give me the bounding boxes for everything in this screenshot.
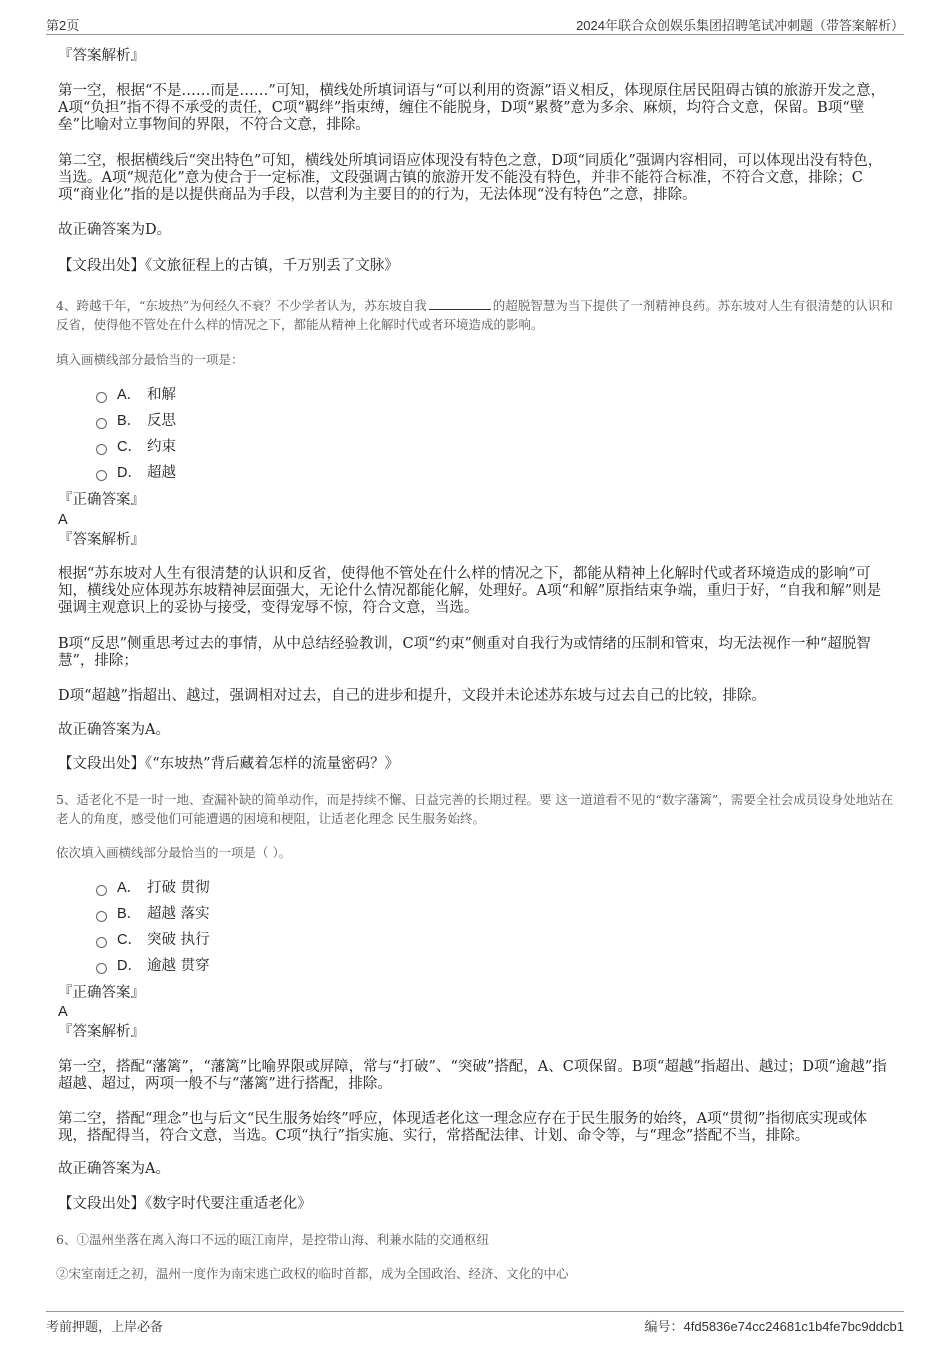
q5-answer: A bbox=[58, 1004, 68, 1020]
document-id: 编号：4fd5836e74cc24681c1b4fe7bc9ddcb1 bbox=[644, 1319, 904, 1334]
radio-icon[interactable] bbox=[96, 963, 107, 974]
option-letter: D． bbox=[117, 465, 142, 481]
q3-analysis-p2: 第二空，根据横线后“突出特色”可知，横线处所填词语应体现没有特色之意，D项“同质化”强调内容相同，可以体现出没有特色，当选。A项“规范化”意为使合于一定标准，文段强调古镇的旅游开发不能没有特色，并非不能符合标准，不符合文意，排除；C项“商业化”指的是以提供商品为手段，以营利为主要目的的行为，无法体现“没有特色”之意，排除。 bbox=[58, 153, 883, 203]
page-footer bbox=[46, 1311, 904, 1336]
footer-slogan: 考前押题，上岸必备 bbox=[46, 1319, 164, 1334]
option-letter: B． bbox=[117, 906, 142, 922]
page-header bbox=[46, 12, 904, 35]
page-number: 第2页 bbox=[46, 18, 80, 33]
q4-prompt: 填入画横线部分最恰当的一项是： bbox=[56, 352, 244, 367]
radio-icon[interactable] bbox=[96, 392, 107, 403]
q5-stem: 5、适老化不是一时一地、查漏补缺的简单动作，而是持续不懈、日益完善的长期过程。要 这一道道看不见的“数字藩篱”，需要全社会成员设身处地站在老人的角度，感受他们可能遭遇的困境和梗阻，让适老化理念 民生服务始终。 bbox=[56, 792, 894, 826]
option-letter: A． bbox=[117, 880, 142, 896]
q3-source: 【文段出处】《文旅征程上的古镇，千万别丢了文脉》 bbox=[58, 258, 399, 274]
q5-correct-label: 『正确答案』 bbox=[58, 985, 145, 1001]
option-letter: B． bbox=[117, 413, 142, 429]
radio-icon[interactable] bbox=[96, 470, 107, 481]
q4-stem-before: 4、跨越千年，“东坡热”为何经久不衰？不少学者认为，苏东坡自我 bbox=[56, 298, 427, 313]
option-text: 超越 bbox=[147, 465, 176, 481]
q3-analysis-p1: 第一空，根据“不是……而是……”可知，横线处所填词语与“可以利用的资源”语义相反，体现原住居民阻碍古镇的旅游开发之意，A项“负担”指不得不承受的责任，C项“羁绊”指束缚，缠住不能脱身，D项“累赘”意为多余、麻烦，均符合文意，保留。B项“壁垒”比喻对立事物间的界限，不符合文意，排除。 bbox=[58, 83, 886, 133]
q3-conclusion: 故正确答案为D。 bbox=[58, 222, 172, 238]
option-text: 反思 bbox=[147, 413, 176, 429]
q4-source: 【文段出处】《“东坡热”背后藏着怎样的流量密码？》 bbox=[58, 756, 400, 772]
q5-option-a[interactable] bbox=[96, 879, 210, 897]
q5-option-d[interactable] bbox=[96, 957, 210, 975]
q6-sentence-2: ②宋室南迁之初，温州一度作为南宋逃亡政权的临时首都，成为全国政治、经济、文化的中心 bbox=[56, 1266, 569, 1281]
document-title: 2024年联合众创娱乐集团招聘笔试冲刺题（带答案解析） bbox=[576, 18, 904, 33]
q5-conclusion: 故正确答案为A。 bbox=[58, 1161, 170, 1177]
q4-correct-label: 『正确答案』 bbox=[58, 492, 145, 508]
option-text: 和解 bbox=[147, 387, 176, 403]
radio-icon[interactable] bbox=[96, 937, 107, 948]
q4-conclusion: 故正确答案为A。 bbox=[58, 722, 170, 738]
option-letter: A． bbox=[117, 387, 142, 403]
option-text: 超越 落实 bbox=[147, 906, 210, 922]
q5-source: 【文段出处】《数字时代要注重适老化》 bbox=[58, 1196, 312, 1212]
q4-option-d[interactable] bbox=[96, 464, 176, 482]
q4-analysis-p1: 根据“苏东坡对人生有很清楚的认识和反省，使得他不管处在什么样的情况之下，都能从精神上化解时代或者环境造成的影响”可知，横线处应体现苏东坡精神层面强大，无论什么情况都能化解，处理好。A项“和解”原指结束争端，重归于好，“自我和解”则是强调主观意识上的妥协与接受，变得宠辱不惊，符合文意，当选。 bbox=[58, 566, 882, 616]
option-text: 逾越 贯穿 bbox=[147, 958, 210, 974]
q4-blank bbox=[429, 296, 491, 310]
q4-option-a[interactable] bbox=[96, 386, 176, 404]
option-text: 突破 执行 bbox=[147, 932, 210, 948]
q4-option-c[interactable] bbox=[96, 438, 176, 456]
radio-icon[interactable] bbox=[96, 911, 107, 922]
q4-stem bbox=[56, 296, 896, 334]
option-letter: C． bbox=[117, 439, 142, 455]
q5-analysis-p2: 第二空，搭配“理念”也与后文“民生服务始终”呼应，体现适老化这一理念应存在于民生服务的始终，A项“贯彻”指彻底实现或体现，搭配得当，符合文意，当选。C项“执行”指实施、实行，常搭配法律、计划、命令等，与“理念”搭配不当，排除。 bbox=[58, 1111, 867, 1144]
q4-analysis-p2: B项“反思”侧重思考过去的事情，从中总结经验教训，C项“约束”侧重对自我行为或情绪的压制和管束，均无法视作一种“超脱智慧”，排除； bbox=[58, 636, 871, 669]
option-letter: D． bbox=[117, 958, 142, 974]
option-letter: C． bbox=[117, 932, 142, 948]
q4-analysis-label: 『答案解析』 bbox=[58, 532, 145, 548]
q3-analysis-label: 『答案解析』 bbox=[58, 48, 145, 64]
radio-icon[interactable] bbox=[96, 885, 107, 896]
q4-analysis-p3: D项“超越”指超出、越过，强调相对过去，自己的进步和提升，文段并未论述苏东坡与过去自己的比较，排除。 bbox=[58, 688, 766, 704]
q4-stem-after: 的超脱智慧为当下提供了一剂精神良药。苏东坡对人生有很清楚的认识和反省，使得他不管处在什么样的情况之下，都能从精神上化解时代或者环境造成的影响。 bbox=[56, 298, 893, 332]
q5-option-b[interactable] bbox=[96, 905, 210, 923]
q5-analysis-label: 『答案解析』 bbox=[58, 1024, 145, 1040]
q5-option-c[interactable] bbox=[96, 931, 210, 949]
q4-option-b[interactable] bbox=[96, 412, 176, 430]
q5-prompt: 依次填入画横线部分最恰当的一项是（ ）。 bbox=[56, 845, 292, 860]
option-text: 打破 贯彻 bbox=[147, 880, 210, 896]
q6-sentence-1: 6、①温州坐落在离入海口不远的瓯江南岸，是控带山海、利兼水陆的交通枢纽 bbox=[56, 1232, 489, 1247]
radio-icon[interactable] bbox=[96, 444, 107, 455]
radio-icon[interactable] bbox=[96, 418, 107, 429]
option-text: 约束 bbox=[147, 439, 176, 455]
q4-answer: A bbox=[58, 512, 68, 528]
q5-analysis-p1: 第一空，搭配“藩篱”，“藩篱”比喻界限或屏障，常与“打破”、“突破”搭配，A、C项保留。B项“超越”指超出、越过；D项“逾越”指超越、超过，两项一般不与“藩篱”进行搭配，排除。 bbox=[58, 1059, 887, 1092]
